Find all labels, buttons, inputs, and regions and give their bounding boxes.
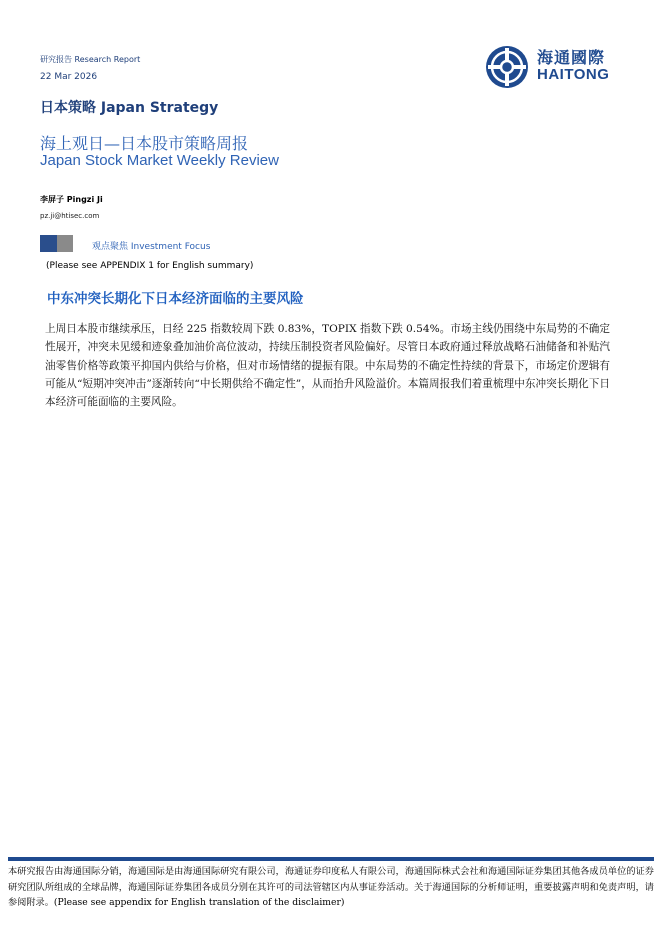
report-date: 22 Mar 2026 — [40, 72, 98, 82]
article-body: 上周日本股市继续承压，日经 225 指数较周下跌 0.83%，TOPIX 指数下跌 0.54%。市场主线仍围绕中东局势的不确定性展开，冲突未见缓和迹象叠加油价高位波动，持续压制投资者风险偏好。尽管日本政府通过释放战略石油储备和补贴汽油零售价格等政策平抑国内供给与价格，但对市场情绪的提振有限。中东局势的不确定性持续的背景下，市场定价逻辑有可能从“短期冲突冲击”逐渐转向“中长期供给不确定性”，从而抬升风险溢价。本篇周报我们着重梳理中东冲突长期化下日本经济可能面临的主要风险。 — [45, 323, 610, 409]
report-title-cn: 海上观日—日本股市策略周报 — [40, 134, 249, 153]
focus-marker-gray — [57, 235, 73, 252]
investment-focus-label: 观点聚焦 Investment Focus — [92, 242, 211, 252]
logo-name-cn: 海通國際 — [537, 48, 606, 67]
section-title: 日本策略 Japan Strategy — [40, 100, 219, 116]
haitong-logo-icon — [484, 44, 532, 90]
footer-divider — [8, 857, 654, 861]
footer-disclaimer: 本研究报告由海通国际分销，海通国际是由海通国际研究有限公司，海通证券印度私人有限公司，海通国际株式会社和海通国际证券集团其他各成员单位的证券研究团队所组成的全球品牌，海通国际证券集团各成员分别在其许可的司法管辖区内从事证券活动。关于海通国际的分析师证明，重要披露声明和免责声明，请参阅附录。(Please see appendix for English translation of the disclaimer) — [8, 866, 654, 909]
focus-marker-blue — [40, 235, 57, 252]
report-type: 研究报告 Research Report — [40, 55, 141, 64]
author-email[interactable]: pz.ji@htisec.com — [40, 212, 100, 220]
appendix-note: (Please see APPENDIX 1 for English summary) — [46, 261, 254, 271]
logo-name-en: HAITONG — [537, 66, 610, 83]
report-title-en: Japan Stock Market Weekly Review — [40, 152, 279, 169]
author-name: 李屏子 Pingzi Ji — [40, 195, 103, 204]
article-headline: 中东冲突长期化下日本经济面临的主要风险 — [47, 291, 304, 307]
